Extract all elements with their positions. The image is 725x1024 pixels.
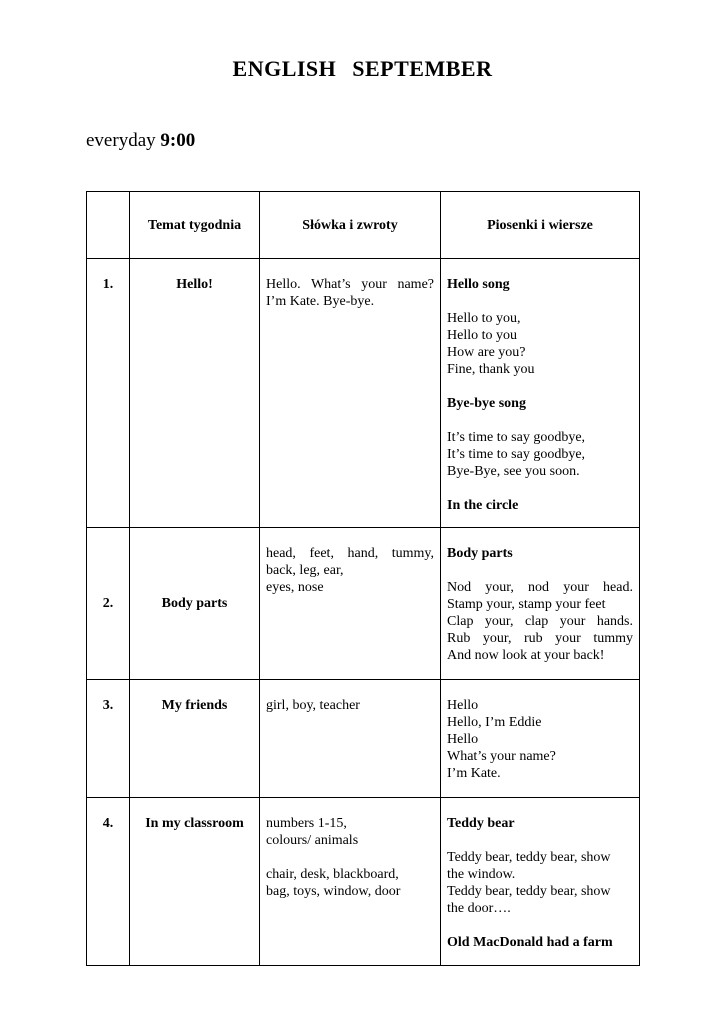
song-line: Bye-Bye, see you soon. <box>447 464 580 479</box>
row-topic: Body parts <box>130 528 260 680</box>
song-line: What’s your name? <box>447 749 556 764</box>
schedule-time: 9:00 <box>160 130 196 151</box>
words-text: eyes, nose <box>266 580 324 595</box>
row-songs <box>441 680 640 798</box>
song-line: It’s time to say goodbye, <box>447 430 586 445</box>
song-line: Rub your, rub your tummy <box>447 631 633 646</box>
table-row <box>87 798 640 966</box>
song-title: Teddy bear <box>447 816 515 831</box>
row-words <box>260 259 441 528</box>
row-topic: My friends <box>130 680 260 798</box>
page-title: ENGLISH SEPTEMBER <box>232 56 493 81</box>
song-line: I’m Kate. <box>447 766 501 781</box>
row-words <box>260 680 441 798</box>
song-line: Hello to you <box>447 328 517 343</box>
row-songs <box>441 259 640 528</box>
row-topic: In my classroom <box>130 798 260 966</box>
song-line: Hello <box>447 732 479 747</box>
song-title: In the circle <box>447 498 519 513</box>
words-text: Hello. What’s your name? I’m Kate. Bye-bye. <box>266 277 434 309</box>
song-line: Hello, I’m Eddie <box>447 715 542 730</box>
song-line: Hello <box>447 698 479 713</box>
row-number: 1. <box>87 259 130 528</box>
song-title: Old MacDonald had a farm <box>447 935 613 950</box>
song-title: Body parts <box>447 546 513 561</box>
words-text: bag, toys, window, door <box>266 884 401 899</box>
song-line: Clap your, clap your hands. <box>447 614 633 629</box>
schedule-line <box>86 130 195 152</box>
song-line: Teddy bear, teddy bear, show <box>447 884 611 899</box>
song-line: Hello to you, <box>447 311 521 326</box>
words-text: girl, boy, teacher <box>266 698 360 713</box>
row-songs <box>441 528 640 680</box>
table-row <box>87 680 640 798</box>
header-cell-number <box>87 192 130 259</box>
header-cell-words: Słówka i zwroty <box>260 192 441 259</box>
row-songs <box>441 798 640 966</box>
song-line: Stamp your, stamp your feet <box>447 597 606 612</box>
schedule-label: everyday <box>86 130 156 151</box>
song-line: Teddy bear, teddy bear, show <box>447 850 611 865</box>
words-text: colours/ animals <box>266 833 359 848</box>
table-row <box>87 259 640 528</box>
song-title: Bye-bye song <box>447 396 526 411</box>
row-number: 4. <box>87 798 130 966</box>
row-words <box>260 798 441 966</box>
table-header-row <box>87 192 640 259</box>
header-cell-topic: Temat tygodnia <box>130 192 260 259</box>
row-words <box>260 528 441 680</box>
song-line: It’s time to say goodbye, <box>447 447 586 462</box>
row-number: 2. <box>87 528 130 680</box>
words-text: head, feet, hand, tummy, back, leg, ear, <box>266 546 434 578</box>
song-line: Nod your, nod your head. <box>447 580 633 595</box>
row-topic: Hello! <box>130 259 260 528</box>
words-text: chair, desk, blackboard, <box>266 867 399 882</box>
song-line: the window. <box>447 867 516 882</box>
song-line: Fine, thank you <box>447 362 535 377</box>
song-title: Hello song <box>447 277 510 292</box>
song-line: the door…. <box>447 901 511 916</box>
header-cell-songs: Piosenki i wiersze <box>441 192 640 259</box>
table-row <box>87 528 640 680</box>
words-text: numbers 1-15, <box>266 816 347 831</box>
row-number: 3. <box>87 680 130 798</box>
song-line: How are you? <box>447 345 526 360</box>
curriculum-table <box>86 191 640 966</box>
song-line: And now look at your back! <box>447 648 605 663</box>
